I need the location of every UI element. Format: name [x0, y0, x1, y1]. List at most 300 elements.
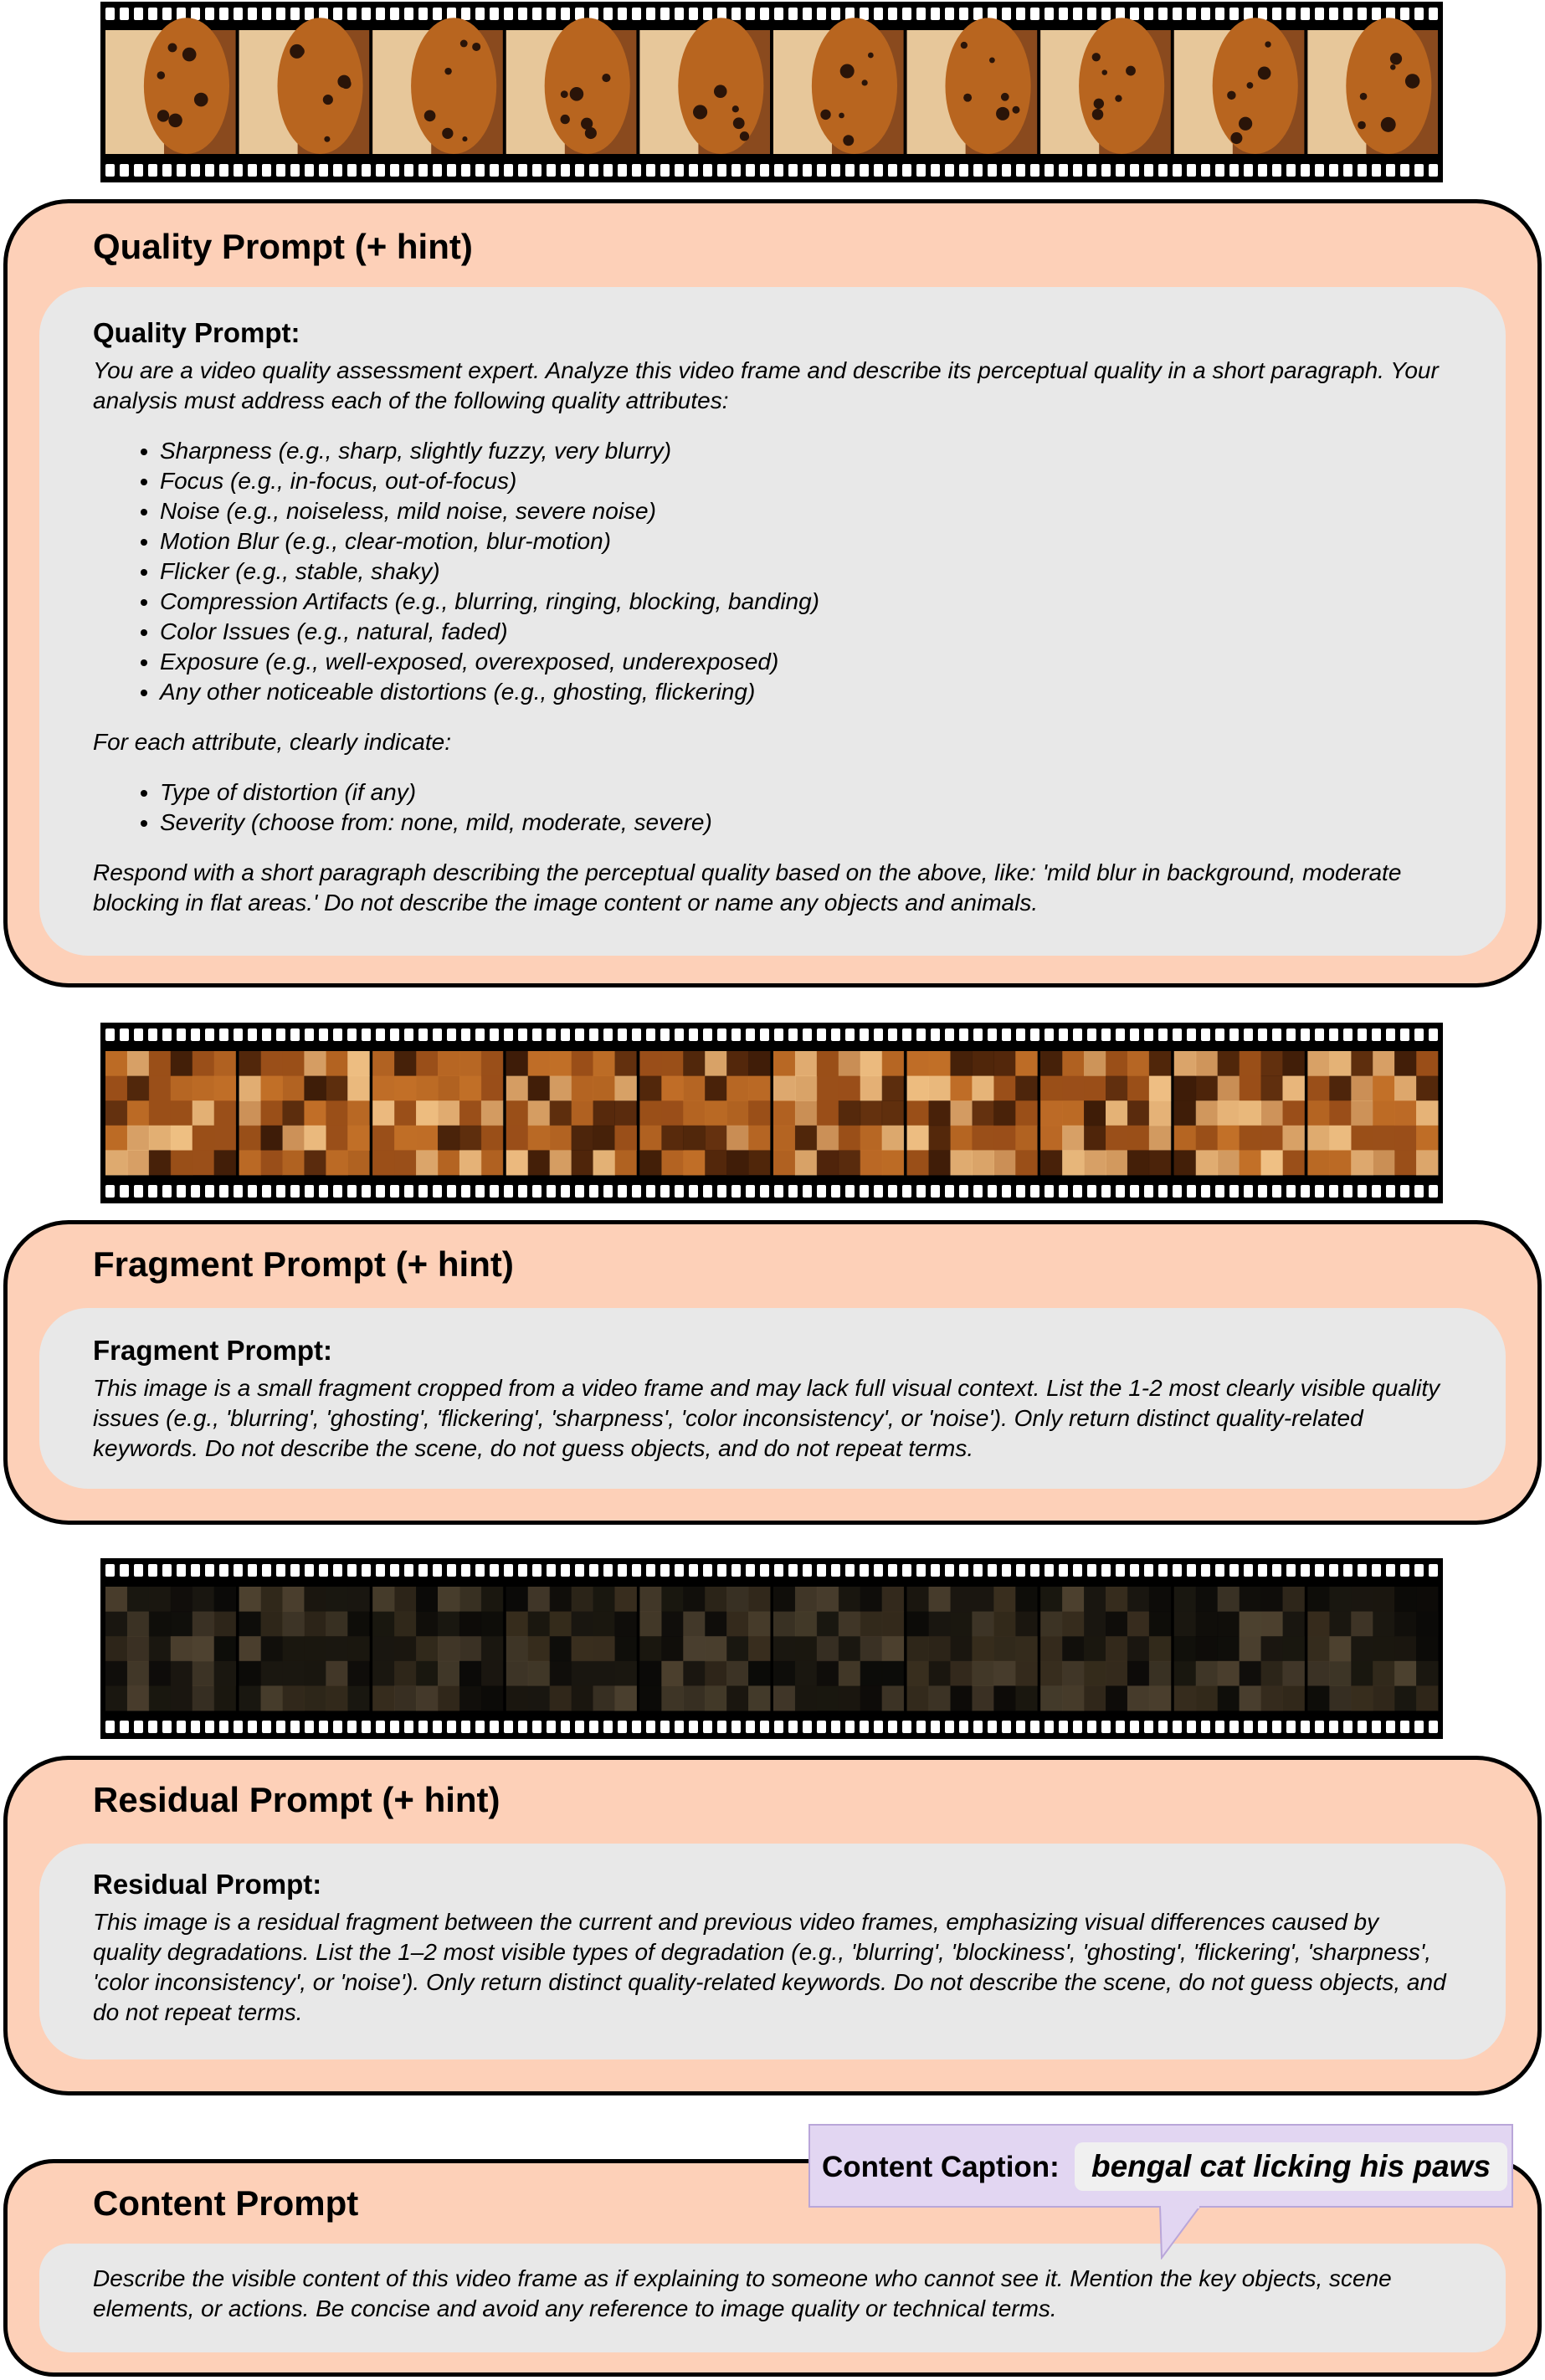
fragment-frames-svg: [100, 1023, 1443, 1203]
sprocket-hole: [1016, 1185, 1025, 1198]
sprocket-hole: [1358, 1564, 1367, 1577]
sprocket-hole: [1187, 164, 1196, 177]
sprocket-hole: [1144, 1028, 1153, 1041]
sprocket-hole: [1130, 1028, 1139, 1041]
sprocket-hole: [731, 1564, 741, 1577]
sprocket-hole: [902, 1721, 911, 1733]
sprocket-hole: [547, 164, 556, 177]
sprocket-hole: [689, 8, 698, 20]
sprocket-hole: [1187, 1185, 1196, 1198]
sprocket-hole: [1244, 1564, 1253, 1577]
sprocket-hole: [1158, 1028, 1168, 1041]
sprocket-hole: [418, 1721, 428, 1733]
sprocket-hole: [404, 164, 413, 177]
sprocket-hole: [376, 1564, 385, 1577]
sprocket-hole: [1343, 1185, 1353, 1198]
sprocket-hole: [1386, 1028, 1395, 1041]
sprocket-hole: [191, 1028, 200, 1041]
panel-title: Residual Prompt (+ hint): [93, 1780, 500, 1819]
sprocket-hole: [1301, 1028, 1310, 1041]
sprocket-hole: [1101, 1721, 1111, 1733]
sprocket-hole: [618, 1721, 627, 1733]
sprocket-hole: [1016, 164, 1025, 177]
sprocket-hole: [1087, 1028, 1096, 1041]
sprocket-hole: [390, 1185, 399, 1198]
sprocket-hole: [1372, 1564, 1381, 1577]
sprocket-hole: [333, 1564, 342, 1577]
sprocket-hole: [461, 1028, 470, 1041]
sprocket-hole: [689, 1185, 698, 1198]
sprocket-hole: [575, 1185, 584, 1198]
sprocket-hole: [1229, 1564, 1239, 1577]
sprocket-hole: [817, 1028, 826, 1041]
sprocket-hole: [490, 1721, 499, 1733]
sprocket-hole: [717, 1185, 726, 1198]
sprocket-hole: [162, 164, 172, 177]
sprocket-hole: [888, 1028, 897, 1041]
sprocket-hole: [433, 1028, 442, 1041]
sprocket-hole: [888, 1185, 897, 1198]
sprocket-hole: [532, 1028, 542, 1041]
sprocket-hole: [646, 1721, 655, 1733]
caption-value: bengal cat licking his paws: [1075, 2142, 1507, 2191]
sprocket-hole: [1030, 1185, 1039, 1198]
sprocket-hole: [404, 8, 413, 20]
sprocket-hole: [874, 1185, 883, 1198]
sprocket-hole: [959, 1564, 968, 1577]
sprocket-hole: [618, 164, 627, 177]
sprocket-hole: [504, 1721, 513, 1733]
sprocket-hole: [888, 164, 897, 177]
film-frame: [1040, 18, 1171, 154]
sprocket-hole: [1414, 1185, 1424, 1198]
sprocket-hole: [1272, 1564, 1281, 1577]
sprocket-hole: [845, 1564, 855, 1577]
sprocket-hole: [731, 1185, 741, 1198]
sprocket-hole: [646, 8, 655, 20]
sprocket-hole: [788, 8, 798, 20]
sprocket-hole: [1244, 1721, 1253, 1733]
sprocket-hole: [461, 1721, 470, 1733]
sprocket-hole: [1286, 164, 1296, 177]
residual-prompt-panel: [3, 1756, 1542, 2095]
sprocket-hole: [134, 164, 143, 177]
sprocket-hole: [376, 1721, 385, 1733]
sprocket-hole: [603, 1028, 613, 1041]
sprocket-hole: [475, 164, 485, 177]
sprocket-hole: [1215, 1028, 1224, 1041]
sprocket-hole: [1315, 1564, 1324, 1577]
sprocket-hole: [1215, 164, 1224, 177]
sprocket-hole: [831, 164, 840, 177]
sprocket-hole: [120, 8, 129, 20]
sprocket-hole: [1087, 1185, 1096, 1198]
sprocket-hole: [347, 1028, 357, 1041]
sprocket-hole: [689, 1564, 698, 1577]
sprocket-hole: [1429, 1721, 1438, 1733]
film-frame: [239, 1587, 370, 1711]
sprocket-hole: [1016, 1721, 1025, 1733]
sprocket-hole: [205, 1028, 214, 1041]
sprocket-hole: [731, 8, 741, 20]
sprocket-hole: [404, 1185, 413, 1198]
sprocket-hole: [262, 1721, 271, 1733]
sprocket-hole: [219, 164, 228, 177]
sprocket-hole: [1358, 1028, 1367, 1041]
sprocket-hole: [589, 1564, 598, 1577]
film-frame: [639, 1587, 770, 1711]
sprocket-hole: [689, 1028, 698, 1041]
sprocket-hole: [1116, 164, 1125, 177]
sprocket-hole: [845, 1721, 855, 1733]
sprocket-hole: [362, 1028, 371, 1041]
sprocket-hole: [888, 1564, 897, 1577]
sprocket-hole: [1087, 164, 1096, 177]
sprocket-hole: [205, 8, 214, 20]
sprocket-hole: [1030, 1564, 1039, 1577]
sprocket-hole: [731, 164, 741, 177]
sprocket-hole: [262, 8, 271, 20]
sprocket-hole: [1429, 1564, 1438, 1577]
sprocket-hole: [632, 1564, 641, 1577]
attribute-list: [93, 436, 1452, 707]
sprocket-hole: [646, 1564, 655, 1577]
sprocket-hole: [988, 1028, 997, 1041]
sprocket-hole: [418, 8, 428, 20]
list-item: • Type of distortion (if any): [160, 777, 1452, 808]
sprocket-hole: [219, 1564, 228, 1577]
sprocket-hole: [1258, 1028, 1267, 1041]
film-frame: [773, 1587, 904, 1711]
sprocket-hole: [148, 1564, 157, 1577]
sprocket-hole: [1301, 8, 1310, 20]
sprocket-hole: [575, 1721, 584, 1733]
sprocket-hole: [305, 1185, 314, 1198]
film-frame: [372, 1587, 503, 1711]
sprocket-hole: [1002, 1185, 1011, 1198]
sprocket-hole: [547, 1564, 556, 1577]
content-prompt-box: [39, 2244, 1506, 2352]
sprocket-hole: [646, 164, 655, 177]
sprocket-hole: [191, 1185, 200, 1198]
sprocket-hole: [973, 8, 983, 20]
panel-title: Fragment Prompt (+ hint): [93, 1244, 514, 1284]
sprocket-hole: [1258, 1721, 1267, 1733]
sprocket-hole: [276, 8, 285, 20]
sprocket-hole: [817, 1185, 826, 1198]
sprocket-hole: [362, 164, 371, 177]
sprocket-hole: [1315, 164, 1324, 177]
sprocket-hole: [845, 164, 855, 177]
sprocket-hole: [234, 1721, 243, 1733]
sprocket-hole: [731, 1028, 741, 1041]
sprocket-hole: [632, 164, 641, 177]
sprocket-hole: [1030, 164, 1039, 177]
sprocket-hole: [276, 1028, 285, 1041]
sprocket-hole: [475, 1564, 485, 1577]
sprocket-hole: [1130, 1564, 1139, 1577]
sprocket-hole: [1045, 1185, 1054, 1198]
sprocket-hole: [1187, 8, 1196, 20]
sprocket-hole: [703, 1185, 712, 1198]
sprocket-hole: [1258, 164, 1267, 177]
sprocket-hole: [945, 1564, 954, 1577]
sprocket-hole: [1429, 164, 1438, 177]
sprocket-hole: [1073, 1185, 1082, 1198]
sprocket-hole: [931, 1185, 940, 1198]
callout-tail: [1158, 2206, 1202, 2259]
sprocket-hole: [404, 1028, 413, 1041]
sprocket-hole: [162, 8, 172, 20]
list-item: • Any other noticeable distortions (e.g., ghosting, flickering): [160, 677, 1452, 707]
sprocket-hole: [1045, 1721, 1054, 1733]
sprocket-hole: [333, 1028, 342, 1041]
sprocket-hole: [675, 1721, 684, 1733]
sprocket-hole: [191, 164, 200, 177]
sprocket-hole: [1002, 8, 1011, 20]
sprocket-hole: [1002, 1028, 1011, 1041]
sprocket-hole: [1414, 1721, 1424, 1733]
sprocket-hole: [1173, 8, 1182, 20]
sprocket-hole: [660, 1721, 670, 1733]
sprocket-hole: [504, 8, 513, 20]
sprocket-hole: [1372, 8, 1381, 20]
sprocket-hole: [1329, 1185, 1338, 1198]
quality-intro: You are a video quality assessment expert. Analyze this video frame and describe its perceptual quality in a short paragraph. Your analysis must address each of the following quality attributes:: [93, 357, 1439, 413]
sprocket-hole: [1358, 8, 1367, 20]
sprocket-hole: [347, 164, 357, 177]
sprocket-hole: [177, 164, 186, 177]
sprocket-hole: [1087, 1564, 1096, 1577]
sprocket-hole: [660, 8, 670, 20]
sprocket-hole: [973, 1564, 983, 1577]
sprocket-hole: [1400, 1564, 1409, 1577]
sprocket-hole: [1130, 1185, 1139, 1198]
sprocket-hole: [1144, 8, 1153, 20]
sprocket-hole: [148, 8, 157, 20]
sprocket-hole: [916, 1028, 926, 1041]
sprocket-hole: [675, 1028, 684, 1041]
sprocket-hole: [888, 1721, 897, 1733]
sprocket-hole: [276, 1564, 285, 1577]
sprocket-hole: [675, 1564, 684, 1577]
sprocket-hole: [632, 1721, 641, 1733]
sprocket-hole: [532, 1564, 542, 1577]
sprocket-hole: [148, 164, 157, 177]
sprocket-hole: [1215, 1564, 1224, 1577]
sprocket-hole: [689, 164, 698, 177]
sprocket-hole: [347, 8, 357, 20]
sprocket-hole: [675, 1185, 684, 1198]
sprocket-hole: [305, 1028, 314, 1041]
sprocket-hole: [461, 1564, 470, 1577]
sprocket-hole: [1059, 8, 1068, 20]
sprocket-hole: [290, 1028, 300, 1041]
sprocket-hole: [234, 164, 243, 177]
sprocket-hole: [376, 1185, 385, 1198]
film-frame: [506, 18, 637, 154]
sprocket-hole: [632, 8, 641, 20]
list-item: • Noise (e.g., noiseless, mild noise, severe noise): [160, 496, 1452, 526]
sprocket-hole: [1329, 1028, 1338, 1041]
sprocket-hole: [1201, 1185, 1210, 1198]
sprocket-hole: [333, 1185, 342, 1198]
sprocket-hole: [916, 1185, 926, 1198]
film-frame: [105, 18, 236, 154]
sprocket-hole: [1229, 164, 1239, 177]
sprocket-hole: [248, 8, 257, 20]
sprocket-hole: [134, 1185, 143, 1198]
sprocket-hole: [1372, 1721, 1381, 1733]
sprocket-hole: [120, 1028, 129, 1041]
sprocket-hole: [447, 164, 456, 177]
sprocket-hole: [874, 8, 883, 20]
sprocket-hole: [1116, 1185, 1125, 1198]
sprocket-hole: [532, 8, 542, 20]
sprocket-hole: [219, 1721, 228, 1733]
quality-closing: Respond with a short paragraph describing the perceptual quality based on the above, like: 'mild blur in background, moderate blocking in flat areas.' Do not describe the image content or name any objects and animals.: [93, 859, 1402, 916]
filmstrip-original: [100, 2, 1443, 182]
sprocket-hole: [1173, 1028, 1182, 1041]
film-frame: [1307, 1051, 1438, 1176]
sprocket-hole: [262, 1564, 271, 1577]
sprocket-hole: [988, 1185, 997, 1198]
sprocket-hole: [475, 1721, 485, 1733]
sprocket-hole: [461, 8, 470, 20]
sprocket-hole: [120, 1564, 129, 1577]
sprocket-hole: [703, 1721, 712, 1733]
sprocket-hole: [760, 1028, 769, 1041]
sprocket-hole: [746, 1564, 755, 1577]
sprocket-hole: [888, 8, 897, 20]
sprocket-hole: [603, 1721, 613, 1733]
inner-title: Fragment Prompt:: [93, 1335, 333, 1366]
sprocket-hole: [603, 1564, 613, 1577]
film-frame: [907, 18, 1038, 154]
sprocket-hole: [1002, 1721, 1011, 1733]
caption-label: Content Caption:: [822, 2151, 1060, 2183]
sprocket-hole: [945, 1028, 954, 1041]
panel-title: Content Prompt: [93, 2183, 359, 2223]
sprocket-hole: [290, 164, 300, 177]
sprocket-hole: [675, 164, 684, 177]
sprocket-hole: [1315, 1028, 1324, 1041]
sprocket-hole: [1087, 8, 1096, 20]
sprocket-hole: [1144, 164, 1153, 177]
sprocket-hole: [703, 164, 712, 177]
sprocket-hole: [632, 1028, 641, 1041]
sprocket-hole: [532, 1721, 542, 1733]
sprocket-hole: [162, 1028, 172, 1041]
sprocket-hole: [148, 1721, 157, 1733]
film-frame: [372, 1051, 503, 1176]
sprocket-hole: [902, 1028, 911, 1041]
sprocket-hole: [1229, 1028, 1239, 1041]
sprocket-hole: [120, 1721, 129, 1733]
sprocket-hole: [703, 8, 712, 20]
sprocket-hole: [660, 164, 670, 177]
sprocket-hole: [973, 1185, 983, 1198]
sprocket-hole: [1272, 8, 1281, 20]
sprocket-hole: [504, 1028, 513, 1041]
film-frame: [372, 18, 503, 154]
sprocket-hole: [1073, 8, 1082, 20]
list-item: • Flicker (e.g., stable, shaky): [160, 557, 1452, 587]
sprocket-hole: [803, 1185, 812, 1198]
sprocket-hole: [717, 1564, 726, 1577]
sprocket-hole: [1116, 1028, 1125, 1041]
sprocket-hole: [902, 8, 911, 20]
sprocket-hole: [1258, 1185, 1267, 1198]
sprocket-hole: [1144, 1721, 1153, 1733]
sprocket-hole: [134, 8, 143, 20]
sprocket-hole: [1016, 1564, 1025, 1577]
sprocket-hole: [347, 1721, 357, 1733]
sprocket-hole: [362, 1721, 371, 1733]
film-frame: [239, 1051, 370, 1176]
sprocket-hole: [362, 1564, 371, 1577]
sprocket-hole: [959, 1185, 968, 1198]
sprocket-hole: [817, 1564, 826, 1577]
sprocket-hole: [248, 164, 257, 177]
sprocket-hole: [988, 164, 997, 177]
film-frame: [907, 1587, 1038, 1711]
sprocket-hole: [973, 1721, 983, 1733]
sprocket-hole: [603, 1185, 613, 1198]
sprocket-hole: [575, 1564, 584, 1577]
sprocket-hole: [518, 1564, 527, 1577]
sprocket-hole: [1400, 1028, 1409, 1041]
sprocket-hole: [1386, 1721, 1395, 1733]
film-frame: [105, 1587, 236, 1711]
sprocket-hole: [618, 1564, 627, 1577]
sprocket-hole: [760, 164, 769, 177]
sprocket-hole: [1173, 1564, 1182, 1577]
sprocket-hole: [774, 1028, 783, 1041]
sprocket-hole: [1059, 1721, 1068, 1733]
sprocket-hole: [788, 164, 798, 177]
sprocket-hole: [1286, 1185, 1296, 1198]
sprocket-hole: [276, 1721, 285, 1733]
sprocket-hole: [262, 1028, 271, 1041]
sprocket-hole: [547, 1721, 556, 1733]
sprocket-hole: [618, 1028, 627, 1041]
sprocket-hole: [1286, 8, 1296, 20]
sprocket-hole: [1343, 1028, 1353, 1041]
sprocket-hole: [1116, 1721, 1125, 1733]
sprocket-hole: [774, 1721, 783, 1733]
sprocket-hole: [561, 1721, 570, 1733]
film-frame: [1174, 18, 1305, 154]
sprocket-hole: [148, 1185, 157, 1198]
sprocket-hole: [134, 1721, 143, 1733]
sprocket-hole: [461, 164, 470, 177]
sprocket-hole: [333, 8, 342, 20]
sprocket-hole: [1414, 8, 1424, 20]
sprocket-hole: [1002, 1564, 1011, 1577]
filmstrip-fragment: [100, 1023, 1443, 1203]
sprocket-hole: [874, 1028, 883, 1041]
quality-prompt-panel: [3, 199, 1542, 987]
residual-prompt-box: [39, 1844, 1506, 2059]
sprocket-hole: [447, 1185, 456, 1198]
sprocket-hole: [1130, 8, 1139, 20]
sprocket-hole: [1073, 1028, 1082, 1041]
sprocket-hole: [1400, 164, 1409, 177]
sprocket-hole: [518, 1028, 527, 1041]
sprocket-hole: [589, 1185, 598, 1198]
sprocket-hole: [774, 1185, 783, 1198]
